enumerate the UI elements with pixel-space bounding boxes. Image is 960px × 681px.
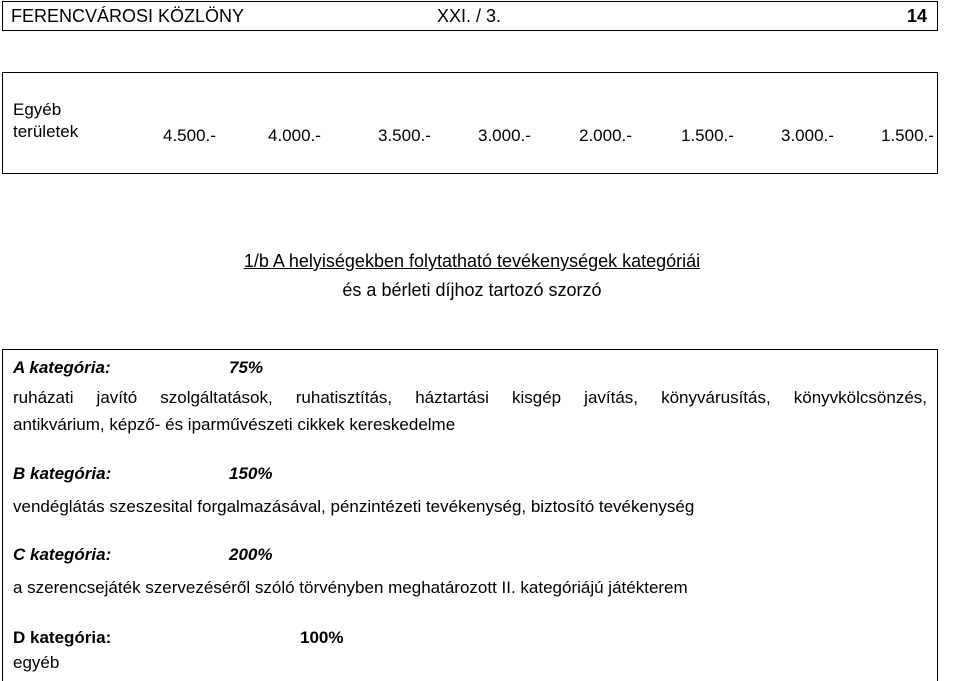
category-b-name: B kategória: [13,464,112,483]
rate-value: 4.000.- [268,126,321,145]
section-subtitle: és a bérleti díjhoz tartozó szorzó [342,280,602,300]
category-d-percent: 100% [300,628,344,647]
rate-value: 3.000.- [781,126,834,145]
page-header [2,1,938,31]
category-d-name: D kategória: [13,628,112,647]
category-box [2,349,938,681]
issue-number: XXI. / 3. [437,6,502,26]
section-title: 1/b A helyiségekben folytatható tevékenységek kategóriái [243,251,701,271]
rate-value: 1.500.- [881,126,934,145]
rate-value: 4.500.- [163,126,216,145]
category-b-description: vendéglátás szeszesital forgalmazásával, pénzintézeti tevékenység, biztosító tevékenység [13,497,695,516]
rate-value: 3.500.- [378,126,431,145]
rate-value: 2.000.- [579,126,632,145]
category-a-description-cont: antikvárium, képző- és iparművészeti cikkek kereskedelme [13,415,456,434]
publication-title: FERENCVÁROSI KÖZLÖNY [11,6,245,26]
category-a-percent: 75% [229,358,264,377]
category-d-description: egyéb [13,653,60,672]
category-a-description: ruházati javító szolgáltatások, ruhatisztítás, háztartási kisgép javítás, könyvárusítás, könyvkölcsönzés, [13,388,927,407]
page-number: 14 [906,6,927,26]
category-c-description: a szerencsejáték szervezéséről szóló törvényben meghatározott II. kategóriájú játékterem [13,578,688,597]
category-c-percent: 200% [229,545,273,564]
row-label-line2: területek [13,122,79,141]
category-c-name: C kategória: [13,545,112,564]
category-b-percent: 150% [229,464,273,483]
rate-value: 1.500.- [681,126,734,145]
category-a-name: A kategória: [13,358,111,377]
row-label-line1: Egyéb [13,100,62,119]
rate-value: 3.000.- [478,126,531,145]
rate-table-row [2,72,938,174]
